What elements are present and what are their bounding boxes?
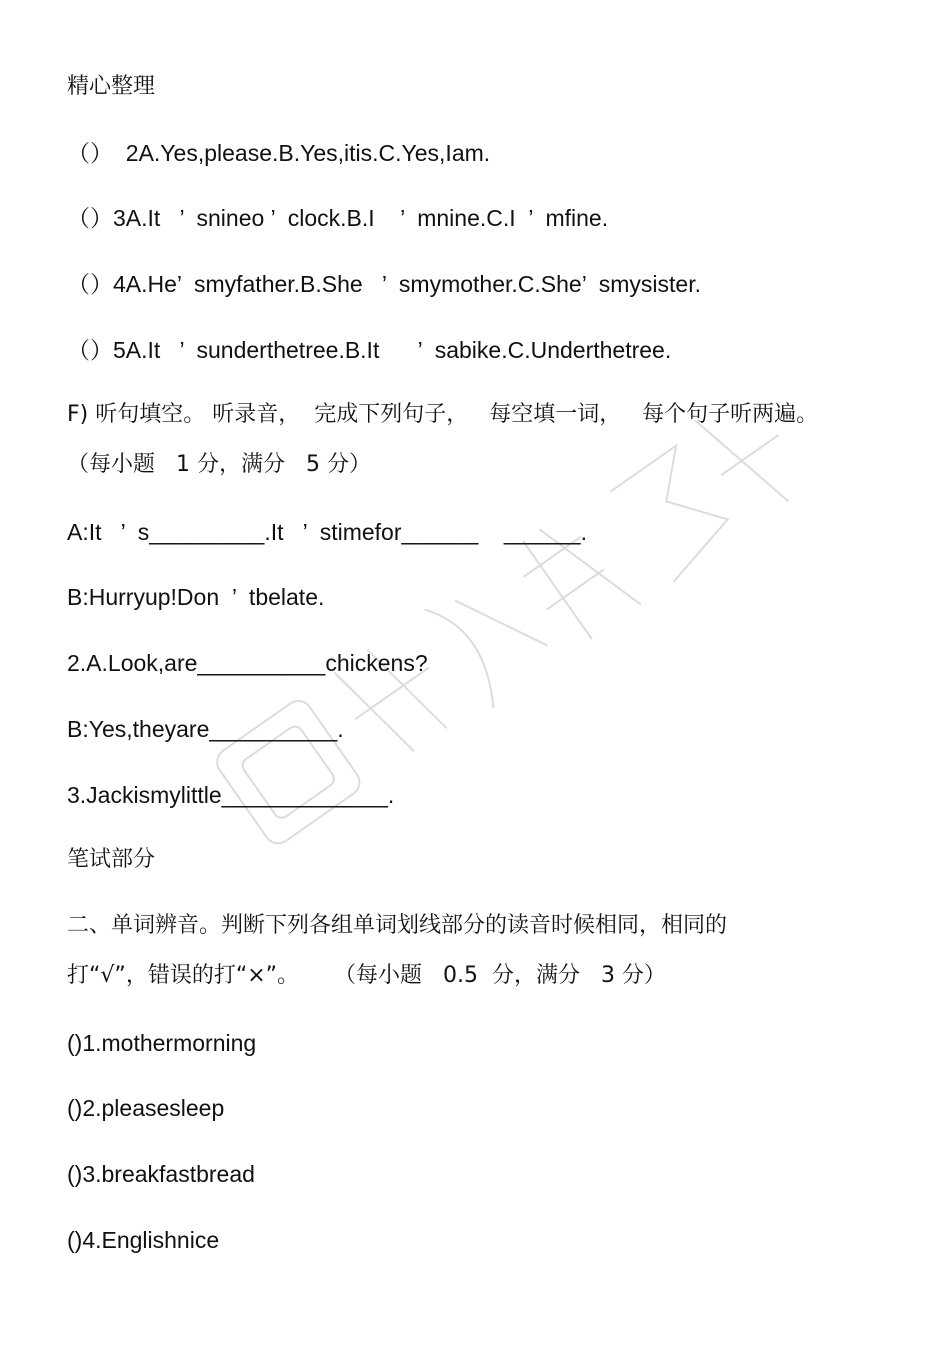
phonics-item-4: ()4.Englishnice xyxy=(67,1227,220,1253)
choice-item-4: （）4A.He’ smyfather.B.She ’ smymother.C.She’ smysister. xyxy=(67,271,701,297)
choice-item-3: （）3A.It ’ snineo ’ clock.B.I ’ mnine.C.I ’ mfine. xyxy=(67,205,609,231)
section-f-scoring: （每小题 1 分，满分 5 分） xyxy=(67,452,371,477)
written-part-title: 笔试部分 xyxy=(67,847,156,872)
fill-line-a: A:It ’ s_________.It ’ stimefor______ ______. xyxy=(67,519,587,545)
choice-item-5: （）5A.It ’ sunderthetree.B.It ’ sabike.C.Underthetree. xyxy=(67,337,672,363)
fill-line-b: B:Hurryup!Don ’ tbelate. xyxy=(67,584,325,610)
section-two-heading: 二、单词辨音。判断下列各组单词划线部分的读音时候相同，相同的 xyxy=(67,913,728,938)
fill-line-3: 3.Jackismylittle_____________. xyxy=(67,782,395,808)
choice-item-2: （） 2A.Yes,please.B.Yes,itis.C.Yes,Iam. xyxy=(67,140,491,166)
fill-line-2b: B:Yes,theyare__________. xyxy=(67,716,344,742)
fill-line-2a: 2.A.Look,are__________chickens? xyxy=(67,650,428,676)
page-header-title: 精心整理 xyxy=(67,74,156,99)
watermark-stamp xyxy=(150,370,850,890)
phonics-item-1: ()1.mothermorning xyxy=(67,1030,257,1056)
phonics-item-3: ()3.breakfastbread xyxy=(67,1161,255,1187)
phonics-item-2: ()2.pleasesleep xyxy=(67,1095,225,1121)
section-two-scoring: 打“√”，错误的打“×”。 （每小题 0.5 分，满分 3 分） xyxy=(67,963,666,988)
section-f-heading: F) 听句填空。 听录音， 完成下列句子， 每空填一词， 每个句子听两遍。 xyxy=(67,402,819,427)
